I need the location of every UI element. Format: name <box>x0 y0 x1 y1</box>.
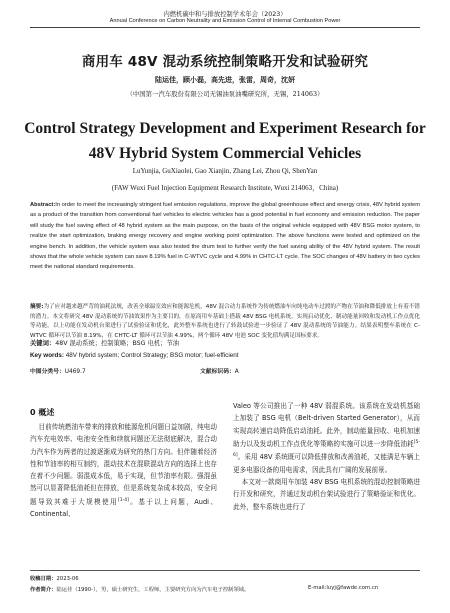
received-value: 2023-06 <box>56 576 79 582</box>
classification-value: U469.7 <box>64 369 86 375</box>
keywords-en <box>30 352 238 359</box>
title-en-line1: Control Strategy Development and Experiment Research for <box>24 120 426 137</box>
keywords-en-label: Key words: <box>30 352 64 359</box>
abstract-en <box>30 200 420 273</box>
body-right-para1 <box>233 400 420 476</box>
abstract-cn-text: 为了应对越来越严苛的油耗法规，改善全球温室效应和能源危机，48V 混合动力系统作为传统燃油车向纯电动车过渡的产物在节油和降低排放上有着不错的潜力。本文将研究 48V 混动系统的节油效果作为主要目的，在原商用车基础上搭载 48V BSG 电机系统，实现启动优化、制动能量回收和发动机工作点优化等功能。以上功能在发动机台架进行了试验验证和优化，此外整车系统也进行了转鼓试验进一步验证了 48V 混动系统的节油能力。结果表明整车系统在 C-WTVC 循环可以节油 8.19%，在 CHTC-LT 循环可以节油 4.99%，两个循环 48V 电池 SOC 变化值均满足国标要求。 <box>30 304 420 339</box>
author-bio-label: 作者简介： <box>30 587 57 593</box>
conference-name-cn: 内燃机碳中和与排放控制学术年会（2023） <box>163 11 287 18</box>
abstract-cn-label: 摘要: <box>30 304 44 310</box>
body-left-text: 目前传统燃油车带来的排放和能源危机问题日益加剧，纯电动汽车充电效率、电池安全性和续航问题还无法彻底解决，混合动力汽车作为两者的过渡逐渐成为研究的热门方向。但伴随着经济性和节油率的相互制约，混动技术在混联混动方向的选择上也存在着不少问题。弱混成本低，易于实现，但节油率有限。强混虽然可以显著降低油耗但在排放，但是系统复杂成本较高，安全问题导致其难于大规模使用 <box>30 423 217 506</box>
classification-label: 中图分类号： <box>30 369 65 375</box>
keywords-en-text: 48V hybrid system; Control Strategy; BSG motor; fuel-efficient <box>65 352 239 359</box>
footnote-divider <box>30 570 420 571</box>
keywords-cn-text: 48V 混动系统；控制策略；BSG 电机；节油 <box>55 340 180 347</box>
affiliation-en: (FAW Wuxi Fuel Injection Equipment Research Institute, Wuxi 214063，China) <box>111 184 339 192</box>
keywords-cn-label: 关键词： <box>30 340 56 347</box>
body-column-left <box>30 421 217 521</box>
footnote-received <box>30 574 79 582</box>
title-en-line2: 48V Hybrid System Commercial Vehicles <box>88 145 362 162</box>
title-cn: 商用车 48V 混动系统控制策略开发和试验研究 <box>81 54 369 70</box>
citation: [1-4] <box>118 497 129 503</box>
citation: [5-6] <box>233 439 420 459</box>
body-right-para2 <box>233 476 420 513</box>
body-right-text1: Valeo 等公司推出了一种 48V 弱混系统。该系统在发动机基础上加装了 BSG 电机（Belt-driven Started Generator），从而实现高转速启动降低启动油耗。此外，制动能量回收、电机加速助力以及发动机工作点优化等策略的实施可以进一步降低油耗 <box>233 402 420 449</box>
footnote-email: E-mail:luyj@fawde.com.cn <box>308 585 379 591</box>
body-left-end: 。基于以上问题，Audi、Continental、 <box>30 497 217 519</box>
body-column-right <box>233 400 420 513</box>
document-code-label: 文献标识码： <box>200 369 235 375</box>
abstract-cn <box>30 303 420 341</box>
document-code <box>200 366 239 375</box>
document-code-value: A <box>234 369 239 375</box>
conference-name-en: Annual Conference on Carbon Neutrality and Emission Control of Internal Combustion Power <box>109 18 341 24</box>
footnote-author <box>30 585 249 593</box>
header-divider <box>30 27 420 28</box>
abstract-en-text: In order to meet the increasingly stringent fuel emission regulations, improve the global greenhouse effect and energy crisis, 48V hybrid system as a product of the transition from conventional fuel vehicles to electric vehicles has a good potential in fuel economy and emission reduction. The paper will study the fuel saving effect of 48 hybrid system as the main purpose, on the basis of the original vehicle equipped with 48V BSG motor system, to realize the start optimization, braking energy recovery and engine working point optimization. The above functions were tested and optimized on the engine bench. In addition, the vehicle system was also tested the drum test to further verify the fuel saving ability of the 48V hybrid system. The result shows that the whole vehicle system can save 8.19% fuel in C-WTVC cycle and 4.99% in CHTC-LT cycle. The SOC changes of 48V battery in two cycles meet the national standard requirements. <box>30 202 420 271</box>
authors-cn: 陆运佳，顾小磊，高先进，张雷，周奇，沈妍 <box>155 76 295 84</box>
section-heading: 0 概述 <box>30 408 55 417</box>
body-right-text3: 本文对一款商用车加装 48V BSG 电机系统的混动控制策略进行开发和研究，并通过发动机台架试验进行了策略验证和优化。此外，整车系统也进行了 <box>233 478 420 511</box>
authors-en: LuYunjia, GuXiaolei, Gao Xianjin, Zhang Lei, Zhou Qi, ShenYan <box>132 167 318 175</box>
classification-number <box>30 366 86 375</box>
body-right-text2: 。采用 48V 系统既可以降低排放和改善油耗，又能满足车辆上更多电器设备的用电需求，因此具有广阔的发展前景。 <box>233 453 420 474</box>
keywords-cn <box>30 338 179 347</box>
affiliation-cn: （中国第一汽车股份有限公司无锡油泵油嘴研究所，无锡，214063） <box>126 90 324 98</box>
received-label: 收稿日期： <box>30 576 57 582</box>
abstract-en-label: Abstract: <box>30 202 56 208</box>
author-bio-text: 陆运佳（1990-），男，硕士研究生，工程师，主要研究方向为汽车电子控制领域。 <box>56 587 250 593</box>
